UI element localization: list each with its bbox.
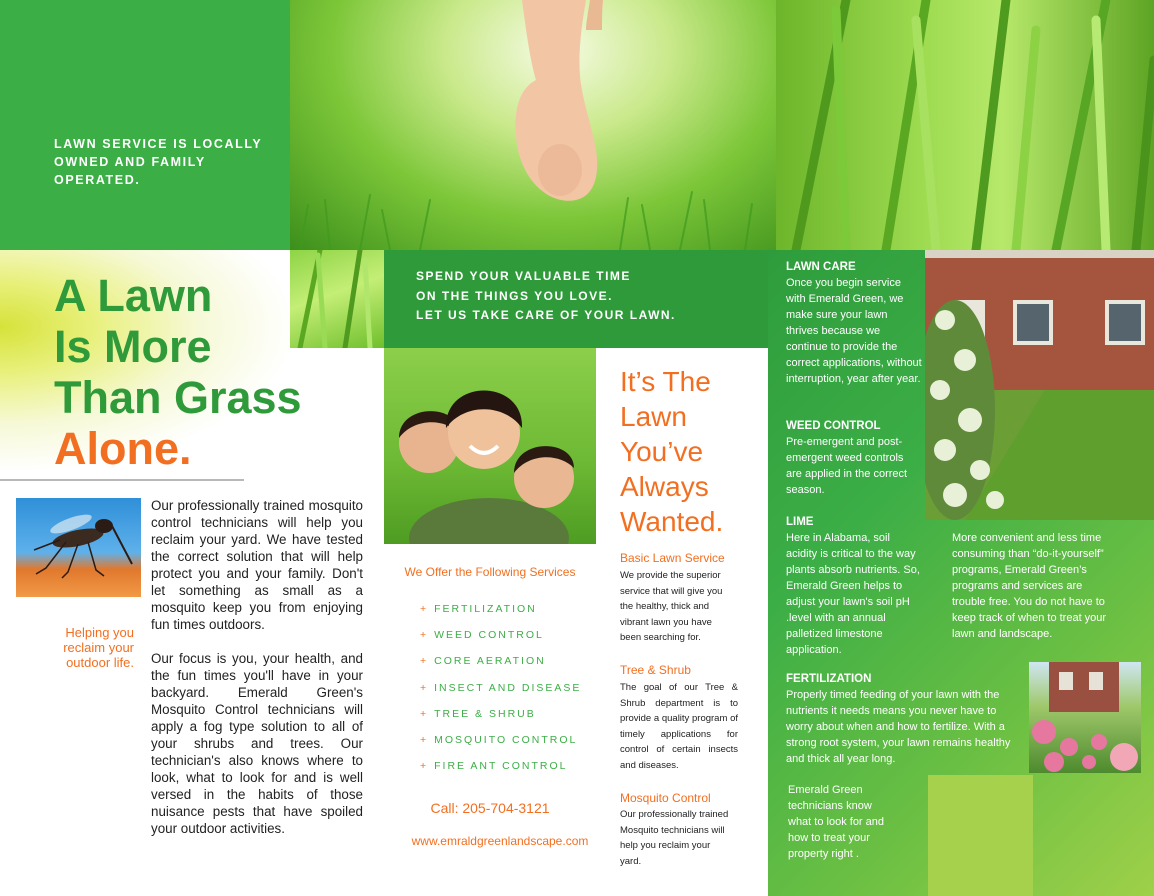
feet-illustration (290, 0, 776, 250)
big-orange-slogan (620, 364, 770, 539)
big-line-2: Lawn (620, 401, 687, 432)
headline-line-2: Is More (54, 321, 212, 372)
house-illustration (925, 250, 1154, 520)
band-line-1: SPEND YOUR VALUABLE TIME (416, 269, 631, 283)
band-line-2: ON THE THINGS YOU LOVE. (416, 288, 613, 303)
technicians-text: Emerald Green technicians know what to look for and how to treat your property right . (788, 784, 885, 860)
mosquito-illustration (16, 498, 141, 597)
weed-control-section (786, 419, 922, 498)
divider-line (0, 479, 244, 481)
main-headline (54, 270, 384, 474)
section-title: Mosquito Control (620, 791, 711, 805)
list-item (420, 682, 590, 708)
plus-icon: + (420, 681, 429, 694)
section-basic-lawn (620, 551, 730, 646)
service-label: TREE & SHRUB (434, 707, 536, 720)
section-body: The goal of our Tree & Shrub department is to provide a quality program of timely applications for control of certain insects and diseases. (620, 682, 738, 771)
plus-icon: + (420, 707, 429, 720)
grass-blades-illustration (776, 0, 1154, 250)
section-tree-shrub (620, 663, 738, 774)
band-slogan (416, 267, 746, 326)
tagline: LAWN SERVICE IS LOCALLY OWNED AND FAMILY OPERATED. (54, 137, 263, 187)
paragraph-1: Our professionally trained mosquito control technicians will help you reclaim your yard. We have tested the correct solution that will help protect you and your family. Don't let something as small as a mosquito keep you from enjoying fun times outdoors. (151, 498, 363, 632)
fertilization-section (786, 672, 1026, 767)
weed-control-title: WEED CONTROL (786, 420, 881, 432)
list-item (420, 760, 590, 786)
lime-section (786, 515, 922, 658)
big-line-4: Always (620, 471, 709, 502)
band-line-3: LET US TAKE CARE OF YOUR LAWN. (416, 308, 676, 322)
plus-icon: + (420, 629, 429, 642)
lime-title: LIME (786, 516, 814, 528)
service-label: FERTILIZATION (434, 603, 537, 615)
list-item (420, 734, 590, 760)
section-title: Basic Lawn Service (620, 551, 725, 565)
grass-closeup-photo (776, 0, 1154, 250)
list-item (420, 603, 590, 629)
plus-icon: + (420, 603, 429, 615)
list-item (420, 629, 590, 655)
headline-line-1: A Lawn (54, 270, 213, 321)
phone-number: Call: 205-704-3121 (430, 800, 550, 816)
service-label: CORE AERATION (434, 655, 546, 668)
convenient-text: More convenient and less time consuming than “do-it-yourself” programs, Emerald Green’s programs and services are trouble free. You do not have to keep track of when to treat your lawn and landscape. (952, 532, 1107, 640)
headline-accent: Alone. (54, 423, 192, 474)
mosquito-photo (16, 498, 141, 597)
section-body: Our professionally trained Mosquito technicians will help you reclaim your yard. (620, 809, 729, 867)
big-line-1: It’s The (620, 366, 711, 397)
lawn-care-title: LAWN CARE (786, 261, 856, 273)
section-body: We provide the superior service that will give you the healthy, thick and vibrant lawn you have been searching for. (620, 570, 723, 644)
list-item (420, 655, 590, 681)
roses-illustration (1029, 662, 1141, 773)
lawn-care-body: Once you begin service with Emerald Green, we make sure your lawn thrives because we continue to provide the correct applications, without interruption, year after year. (786, 277, 922, 385)
top-green-panel (0, 0, 290, 250)
roses-photo (1029, 662, 1141, 773)
family-on-grass-photo (384, 348, 596, 544)
service-label: WEED CONTROL (434, 629, 544, 642)
service-label: MOSQUITO CONTROL (434, 733, 578, 746)
paragraph-2: Our focus is you, your health, and the fun times you'll have in your backyard. Emerald Green's Mosquito Control technicians will apply a fog type solution to all of your shrubs and trees. Our technician's also knows where to look, what to look for and is well versed in the habits of those nuisance pests that have spoiled your outdoor activities. (151, 651, 363, 836)
lime-accent-box (928, 775, 1033, 896)
feet-on-grass-photo (290, 0, 776, 250)
house-lawn-photo (925, 250, 1154, 520)
mosquito-body-text (151, 497, 363, 854)
section-mosquito (620, 791, 730, 869)
big-line-5: Wanted. (620, 506, 724, 537)
services-list (420, 603, 590, 786)
website-link[interactable]: www.emraldgreenlandscape.com (411, 834, 589, 848)
plus-icon: + (420, 760, 429, 773)
weed-control-body: Pre-emergent and post-emergent weed controls are applied in the correct season. (786, 436, 908, 496)
family-illustration (384, 348, 596, 544)
fertilization-title: FERTILIZATION (786, 673, 872, 685)
lime-body: Here in Alabama, soil acidity is critical to the way plants absorb nutrients. So, Emerald Green helps to adjust your lawn's soil pH .level with an annual palletized limestone application. (786, 532, 920, 656)
service-label: INSECT AND DISEASE (434, 681, 582, 694)
lawn-care-section (786, 260, 922, 387)
list-item (420, 708, 590, 734)
offer-title: We Offer the Following Services (404, 565, 576, 579)
headline-line-3: Than Grass (54, 372, 302, 423)
fertilization-body: Properly timed feeding of your lawn with the nutrients it needs means you never have to worry about when and how to fertilize. With a strong root system, your lawn remains healthy and thick all year long. (786, 689, 1011, 765)
plus-icon: + (420, 733, 429, 746)
service-label: FIRE ANT CONTROL (434, 760, 568, 773)
section-title: Tree & Shrub (620, 663, 691, 677)
helping-caption: Helping you reclaim your outdoor life. (63, 625, 134, 670)
big-line-3: You’ve (620, 436, 704, 467)
plus-icon: + (420, 655, 429, 668)
